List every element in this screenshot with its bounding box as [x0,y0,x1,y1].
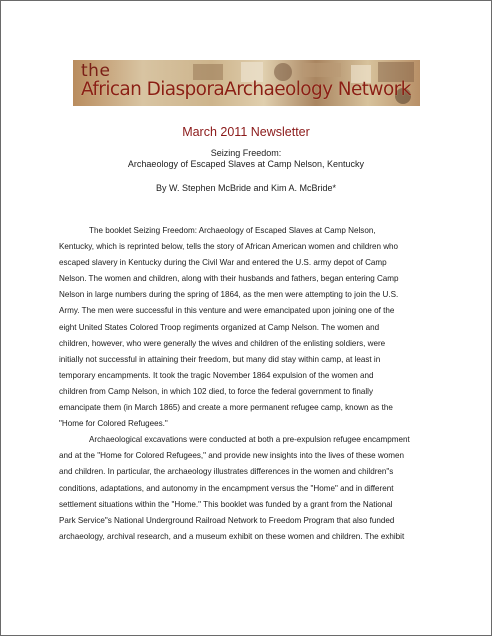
header-banner [73,60,420,106]
body-line: Park Service"s National Underground Railroad Network to Freedom Program that also funded [59,515,395,525]
body-line: initially not successful in attaining their freedom, but many did stay within camp, at least in [59,354,381,364]
body-line: and children. In particular, the archaeology illustrates differences in the women and children"s [59,467,394,477]
body-line: settlement situations within the "Home." This booklet was funded by a grant from the National [59,499,393,509]
body-line: temporary encampments. It took the tragic November 1864 expulsion of the women and [59,370,374,380]
body-line: Archaeological excavations were conducted at both a pre-expulsion refugee encampment [89,435,410,445]
body-line: The booklet Seizing Freedom: Archaeology of Escaped Slaves at Camp Nelson, [89,226,376,235]
body-line: "Home for Colored Refugees." [59,419,168,429]
article-body [59,223,447,545]
body-line: children, however, who were generally the wives and children of the enlisting soldiers, were [59,338,386,348]
body-line: Kentucky, which is reprinted below, tells the story of African American women and children who [59,242,399,252]
body-line: children from Camp Nelson, in which 102 died, to force the federal government to finally [59,386,374,396]
body-line: escaped slavery in Kentucky during the Civil War and entered the U.S. army depot of Camp [59,258,387,268]
article-subtitle [1,148,491,170]
body-line: archaeology, archival research, and a museum exhibit on these women and children. The exhibit [59,531,405,541]
newsletter-title: March 2011 Newsletter [182,125,310,139]
subtitle-line: Archaeology of Escaped Slaves at Camp Nelson, Kentucky [127,159,365,169]
article-authors: By W. Stephen McBride and Kim A. McBride* [155,183,337,193]
body-line: emancipate them (in March 1865) and create a more permanent refugee camp, known as the [59,403,393,413]
body-line: conditions, adaptations, and autonomy in the encampment versus the "Home" and in different [59,483,394,493]
subtitle-line: Seizing Freedom: [210,148,282,158]
body-line: Nelson in large numbers during the spring of 1864, as the men were attempting to join the U.S. [59,290,399,300]
banner-the-text: the [81,61,111,81]
body-line: Army. The men were successful in this venture and were emancipated upon joining one of the [59,306,395,316]
body-line: and at the "Home for Colored Refugees," and provide new insights into the lives of these women [59,451,404,461]
banner-network-name: African DiasporaArchaeology Network [81,79,411,100]
body-line: Nelson. The women and children, along with their husbands and fathers, began entering Camp [59,274,399,284]
body-line: eight United States Colored Troop regiments organized at Camp Nelson. The women and [59,322,380,332]
